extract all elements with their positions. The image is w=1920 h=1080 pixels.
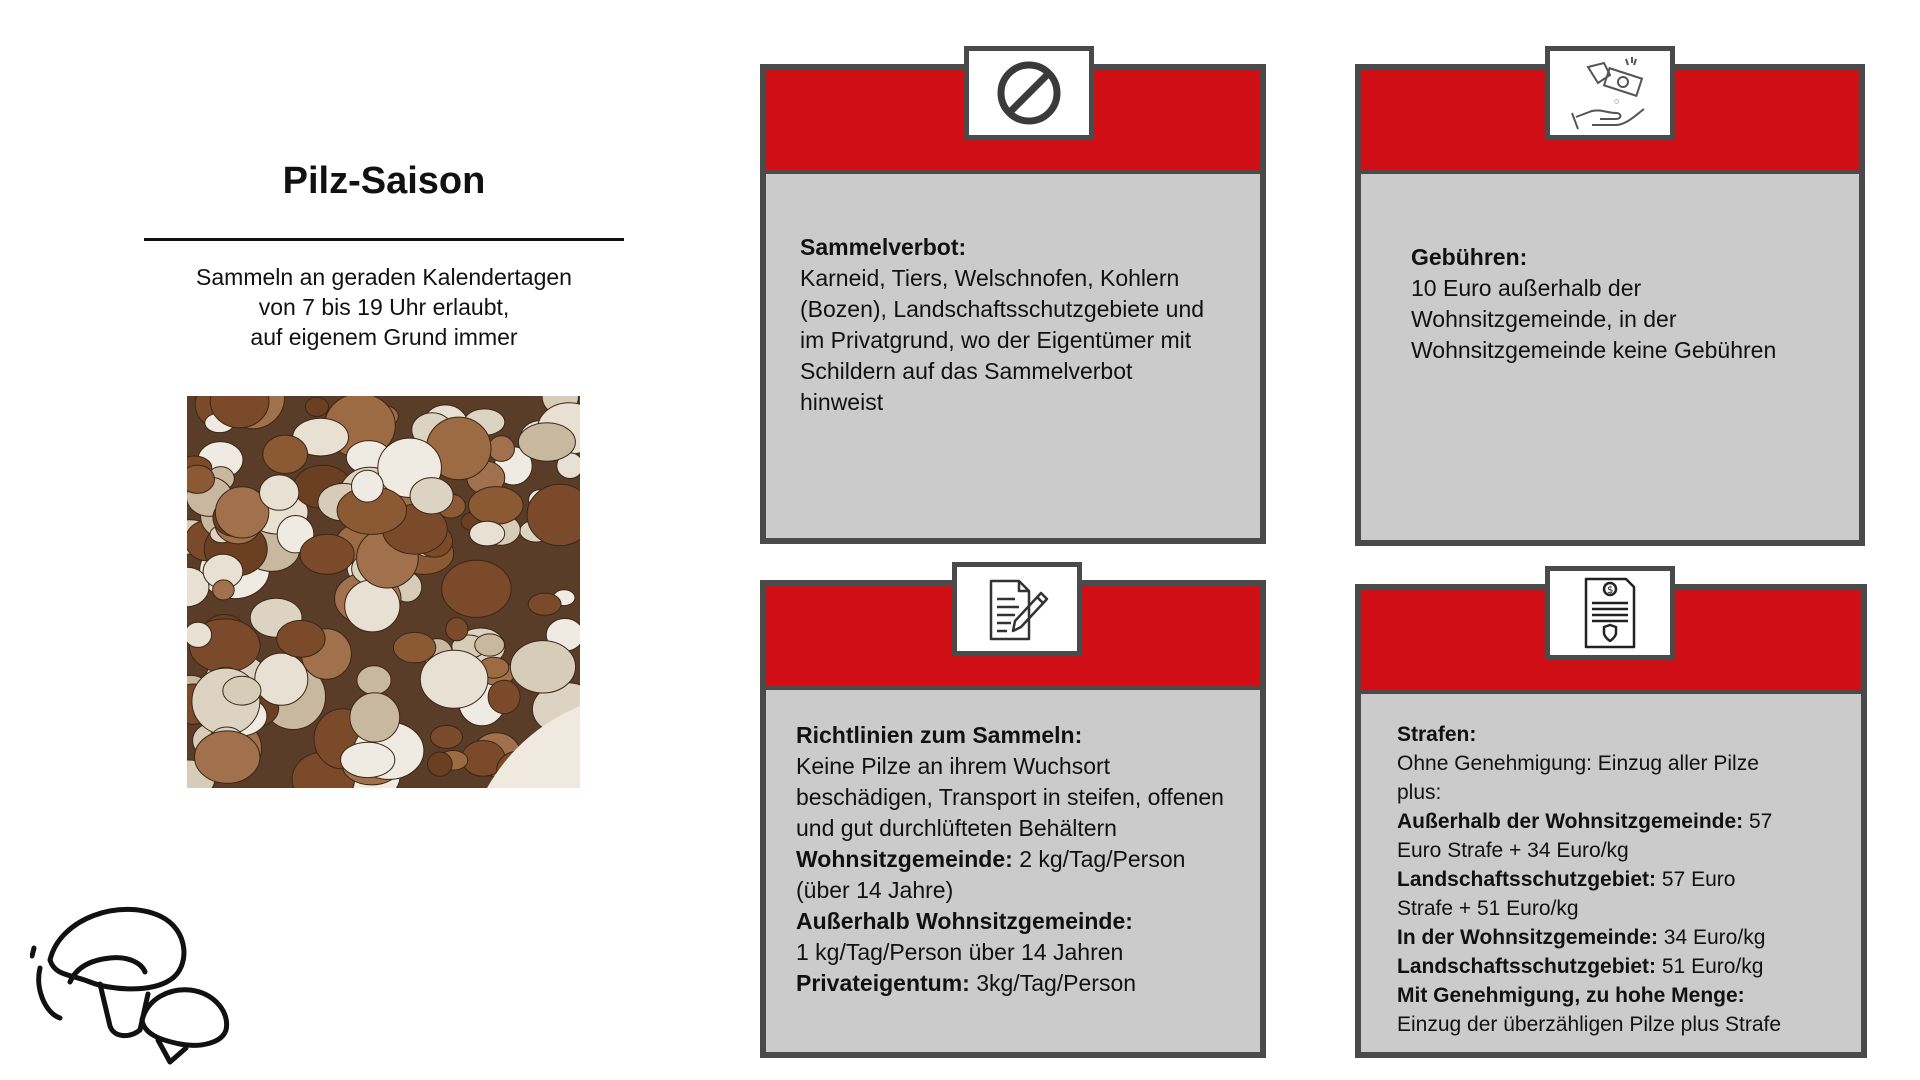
mushroom-shape [428, 752, 453, 776]
penalty-value: 57 [1743, 810, 1773, 833]
rule-label: Privateigentum: [796, 970, 970, 996]
svg-text:○: ○ [1614, 98, 1620, 105]
mushroom-shape [470, 521, 505, 546]
mushroom-shape [187, 465, 215, 493]
rule-value: 3kg/Tag/Person [969, 970, 1137, 996]
mushroom-shape [446, 618, 468, 641]
mushroom-shape [305, 397, 328, 416]
card-icon-box [964, 46, 1094, 140]
card-heading: Sammelverbot: [800, 234, 967, 260]
mushroom-shape [255, 653, 308, 705]
mushroom-shape [393, 632, 435, 662]
card-line: und gut durchlüfteten Behältern [796, 815, 1117, 841]
card-line: Ohne Genehmigung: Einzug aller Pilze [1397, 752, 1759, 775]
penalty-label: In der Wohnsitzgemeinde: [1397, 926, 1658, 949]
rule-label: Wohnsitzgemeinde: [796, 846, 1013, 872]
money-payment-icon [1570, 53, 1650, 133]
mushroom-shape [223, 676, 261, 705]
rule-note: (über 14 Jahre) [796, 877, 954, 903]
penalty-label: Außerhalb der Wohnsitzgemeinde: [1397, 810, 1744, 833]
guidelines-card [760, 580, 1266, 1058]
mushroom-shape [260, 475, 299, 510]
card-icon-box [1545, 46, 1675, 140]
mushroom-shape [518, 423, 575, 461]
card-heading: Strafen: [1397, 723, 1477, 746]
page-title: Pilz-Saison [282, 160, 486, 202]
svg-text:$: $ [1607, 585, 1614, 596]
card-line: Schildern auf das Sammelverbot [800, 358, 1133, 384]
mushroom-shape [263, 435, 308, 473]
season-line: Sammeln an geraden Kalendertagen [196, 264, 572, 290]
card-heading: Richtlinien zum Sammeln: [796, 722, 1083, 748]
penalty-value: 51 Euro/kg [1656, 955, 1764, 978]
mushroom-shape [350, 693, 400, 742]
card-line: 10 Euro außerhalb der [1411, 275, 1642, 301]
card-icon-box [1545, 566, 1675, 660]
season-line: auf eigenem Grund immer [250, 324, 518, 350]
penalty-value: 57 Euro [1656, 868, 1736, 891]
card-text [1411, 242, 1851, 366]
card-line: (Bozen), Landschaftsschutzgebiete und [800, 296, 1205, 322]
penalty-label: Landschaftsschutzgebiet: [1397, 955, 1657, 978]
penalty-value: 34 Euro/kg [1657, 926, 1766, 949]
mushroom-shape [488, 680, 520, 713]
mushroom-shape [469, 487, 524, 525]
season-description [144, 262, 624, 352]
mushroom-shape [488, 436, 514, 462]
mushroom-shape [442, 560, 512, 617]
penalty-label: Landschaftsschutzgebiet: [1397, 868, 1657, 891]
mushroom-shape [277, 620, 325, 657]
mushroom-shape [213, 580, 235, 600]
card-line: Wohnsitzgemeinde, in der [1411, 306, 1677, 332]
card-line: Karneid, Tiers, Welschnofen, Kohlern [800, 265, 1180, 291]
card-line: hinweist [800, 389, 884, 415]
card-heading: Gebühren: [1411, 244, 1528, 270]
mushroom-shape [195, 731, 260, 783]
mushroom-shape [510, 641, 575, 693]
card-text [800, 232, 1250, 418]
card-line: plus: [1397, 781, 1442, 804]
card-line: Wohnsitzgemeinde keine Gebühren [1411, 337, 1777, 363]
mushrooms-outline-icon [30, 898, 260, 1068]
collection-ban-card [760, 64, 1266, 544]
season-line: von 7 bis 19 Uhr erlaubt, [258, 294, 510, 320]
card-icon-box [952, 562, 1082, 656]
document-pen-icon [981, 573, 1053, 645]
card-line: Keine Pilze an ihrem Wuchsort [796, 753, 1111, 779]
card-line: beschädigen, Transport in steifen, offenen [796, 784, 1224, 810]
mushroom-shape [410, 478, 453, 514]
card-text [796, 720, 1256, 999]
prohibited-icon [994, 58, 1064, 128]
mushroom-shape [420, 650, 488, 708]
rule-value: 1 kg/Tag/Person über 14 Jahren [796, 939, 1124, 965]
mushroom-shape [475, 634, 505, 656]
title-divider [144, 238, 624, 241]
fees-card [1355, 64, 1865, 546]
rule-value: 2 kg/Tag/Person [1012, 846, 1186, 872]
mushroom-shape [300, 534, 354, 574]
penalty-label: Mit Genehmigung, zu hohe Menge: [1397, 984, 1745, 1007]
mushroom-shape [341, 742, 395, 777]
rule-label: Außerhalb Wohnsitzgemeinde: [796, 908, 1133, 934]
penalties-card [1355, 584, 1867, 1058]
porcini-mushrooms-photo [187, 396, 580, 788]
fine-document-icon [1580, 575, 1640, 651]
card-line: im Privatgrund, wo der Eigentümer mit [800, 327, 1192, 353]
mushroom-shape [528, 593, 561, 615]
mushroom-shape [352, 470, 384, 502]
penalty-value: Euro Strafe + 34 Euro/kg [1397, 839, 1629, 862]
mushroom-shape [431, 725, 463, 748]
mushroom-shape [357, 666, 391, 695]
mushroom-shape [187, 622, 212, 647]
card-text [1397, 720, 1857, 1039]
penalty-value: Strafe + 51 Euro/kg [1397, 897, 1579, 920]
penalty-value: Einzug der überzähligen Pilze plus Strafe [1397, 1013, 1782, 1036]
